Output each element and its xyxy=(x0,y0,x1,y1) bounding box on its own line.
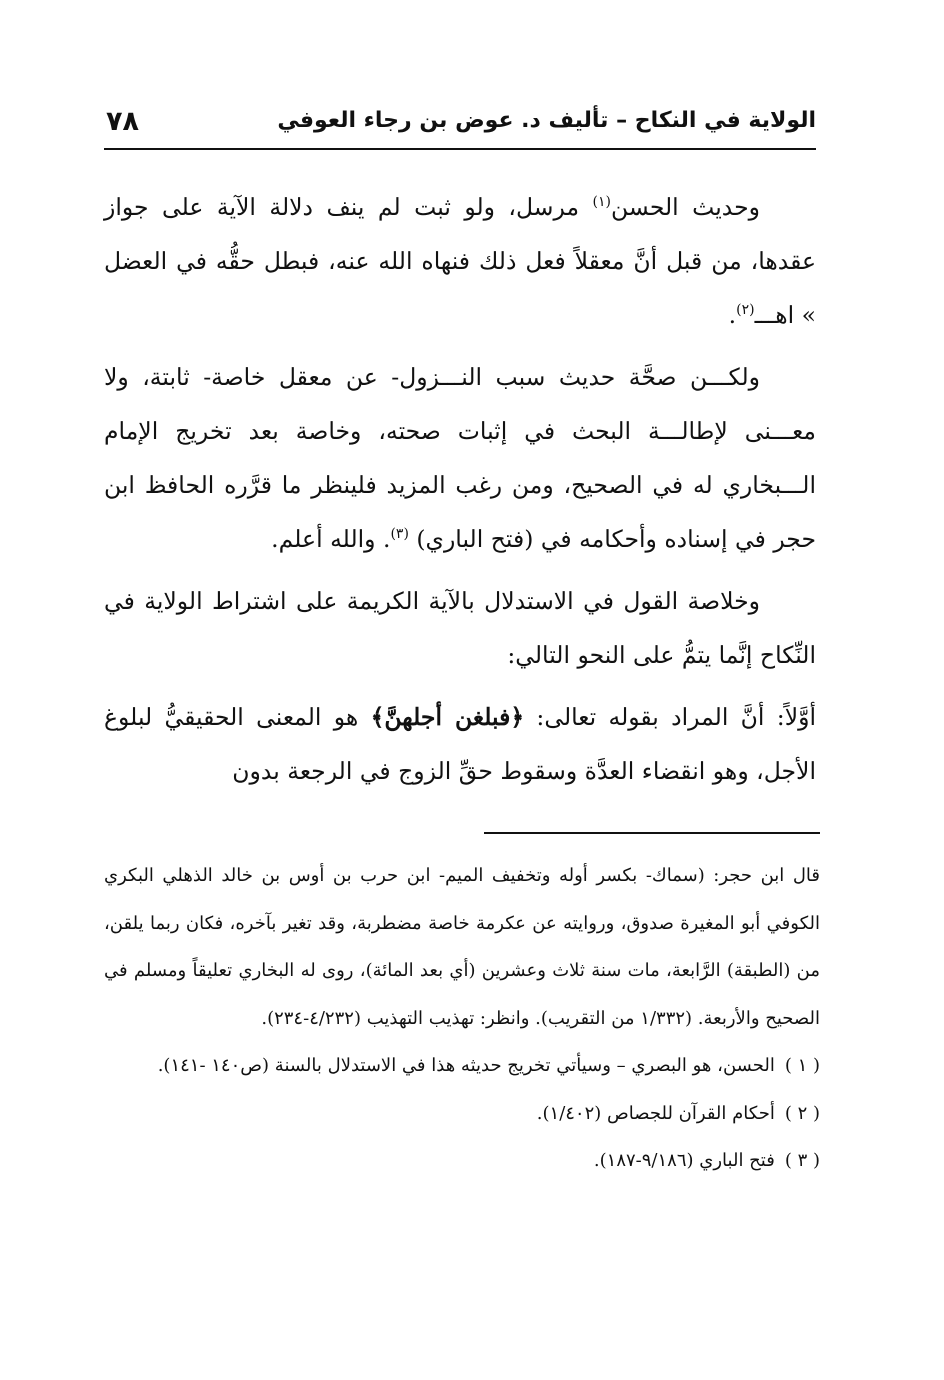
main-text xyxy=(104,180,816,798)
paragraph-4-text-b: هو المعنى الحقيقيُّ لبلوغ الأجل، وهو انقضاء العدَّة وسقوط حقِّ الزوج في الرجعة بدون xyxy=(104,703,816,785)
paragraph-1-text-b: مرسل، ولو ثبت لم ينف دلالة الآية على جواز عقدها، من قبل أنَّ معقلاً فعل ذلك فنهاه الله عنه، فبطل حقُّه في العضل » اهـــ xyxy=(104,193,816,329)
paragraph-4 xyxy=(104,690,816,798)
footnote-divider xyxy=(484,832,820,834)
footnote-3 xyxy=(104,1137,820,1185)
footnote-3-text: فتح الباري (٩/١٨٦-١٨٧). xyxy=(593,1150,775,1171)
footnotes xyxy=(104,852,820,1185)
running-title: الولاية في النكاح – تأليف د. عوض بن رجاء العوفي xyxy=(277,108,816,133)
page-number: ٧٨ xyxy=(106,106,139,137)
paragraph-1 xyxy=(104,180,816,342)
footnote-2-number: ( ٢ ) xyxy=(784,1102,820,1124)
footnote-continuation-text: قال ابن حجر: (سماك- بكسر أوله وتخفيف الميم- ابن حرب بن أوس بن خالد الذهلي البكري الكوفي أبو المغيرة صدوق، وروايته عن عكرمة خاصة مضطربة، وقد تغير بآخره، فكان ربما يلقن، من (الطبقة) الرَّابعة، مات سنة ثلاث وعشرين (أي بعد المائة)، روى له البخاري تعليقاً ومسلم في الصحيح والأربعة. (١/٣٣٢ من التقريب). وانظر: تهذيب التهذيب (٤/٢٣٢-٢٣٤). xyxy=(104,865,820,1029)
paragraph-2-text-a: ولكـــن صحَّة حديث سبب النـــزول- عن معقل خاصة- ثابتة، ولا معـــنى لإطالـــة البحث في إثبات صحته، وخاصة بعد تخريج الإمام الـــبخاري له في الصحيح، ومن رغب المزيد فلينظر ما قرَّره الحافظ ابن حجر في إسناده وأحكامه في (فتح الباري) xyxy=(104,363,816,553)
footnote-1-number: ( ١ ) xyxy=(784,1055,820,1076)
paragraph-1-text-a: وحديث الحسن xyxy=(611,193,760,221)
footnote-ref-2: (٢) xyxy=(736,302,755,319)
paragraph-2-text-b: . والله أعلم. xyxy=(271,525,391,553)
paragraph-2 xyxy=(104,350,816,566)
footnote-continuation xyxy=(104,852,820,1042)
footnote-3-number: ( ٣ ) xyxy=(784,1150,820,1171)
footnote-1-text: الحسن، هو البصري – وسيأتي تخريج حديثه هذا في الاستدلال بالسنة (ص١٤٠ -١٤١). xyxy=(157,1055,775,1076)
footnote-2-text: أحكام القرآن للجصاص (١/٤٠٢). xyxy=(536,1102,775,1124)
footnote-ref-1: (١) xyxy=(592,194,611,211)
paragraph-3-text: وخلاصة القول في الاستدلال بالآية الكريمة على اشتراط الولاية في النِّكاح إنَّما يتمُّ على النحو التالي: xyxy=(104,587,816,669)
paragraph-4-text-a: أوَّلاً: أنَّ المراد بقوله تعالى: xyxy=(524,703,816,731)
paragraph-1-text-c: . xyxy=(728,301,737,329)
footnote-ref-3: (٣) xyxy=(390,526,409,543)
footnote-2 xyxy=(104,1090,820,1138)
footnote-1 xyxy=(104,1042,820,1090)
quran-quote: ﴿فبلغن أجلهنَّ﴾ xyxy=(370,703,525,731)
page-header xyxy=(104,104,816,150)
paragraph-3 xyxy=(104,574,816,682)
